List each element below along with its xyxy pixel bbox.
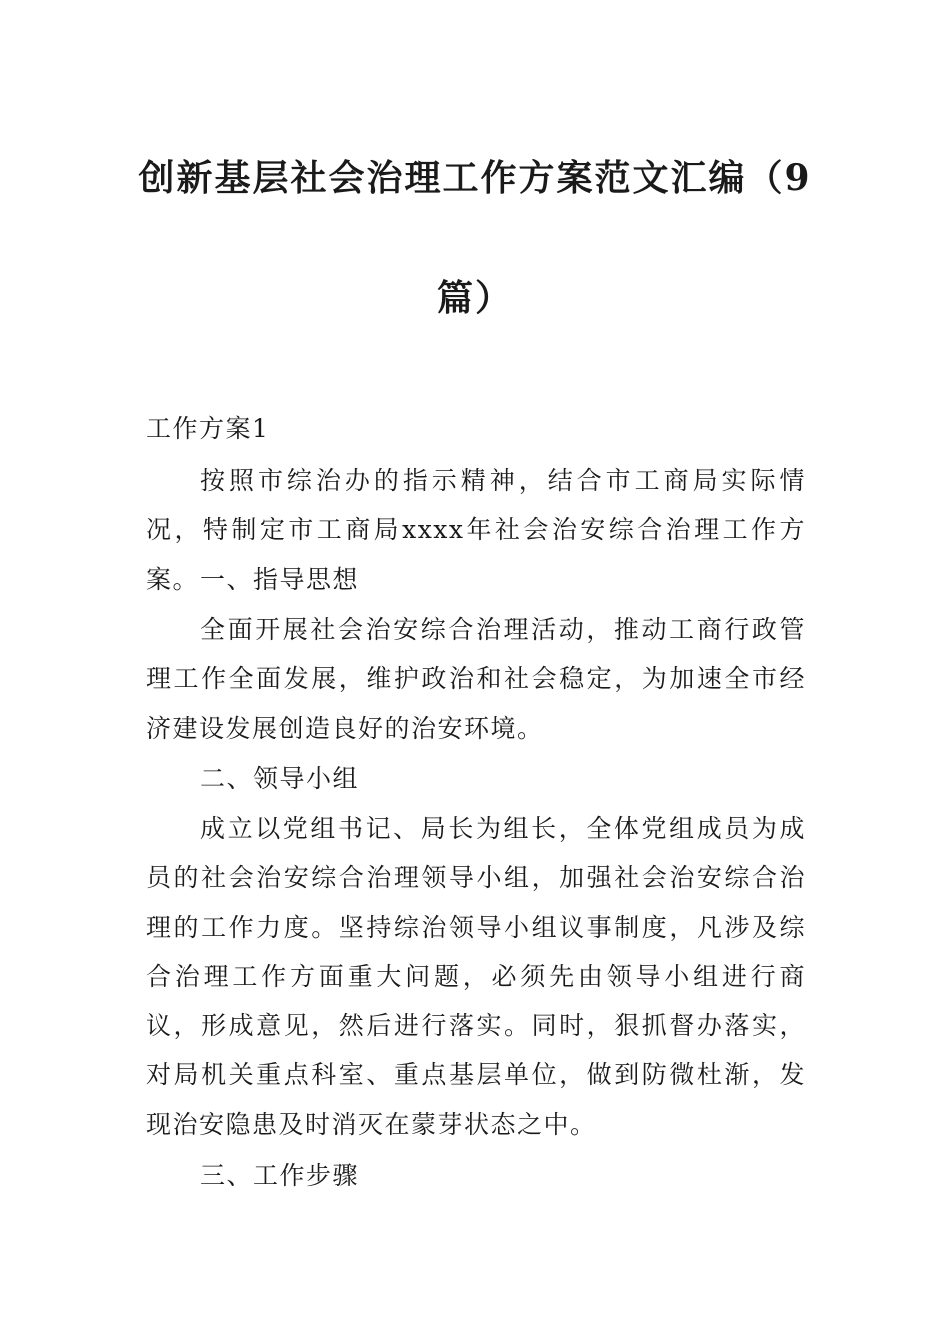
section-label: 工作方案1	[146, 414, 270, 443]
heading-guiding-ideology: 一、指导思想	[200, 565, 360, 594]
intro-paragraph: 按照市综治办的指示精神，结合市工商局实际情况，特制定市工商局xxxx年社会治安综合治理工作方案。	[146, 466, 806, 594]
paragraph-leading-group: 成立以党组书记、局长为组长，全体党组成员为成员的社会治安综合治理领导小组，加强社会治安综合治理的工作力度。坚持综治领导小组议事制度，凡涉及综合治理工作方面重大问题，必须先由领导小组进行商议，形成意见，然后进行落实。同时，狠抓督办落实，对局机关重点科室、重点基层单位，做到防微杜渐，发现治安隐患及时消灭在蒙芽状态之中。	[146, 814, 806, 1139]
paragraph-guiding-ideology: 全面开展社会治安综合治理活动，推动工商行政管理工作全面发展，维护政治和社会稳定，为加速全市经济建设发展创造良好的治安环境。	[146, 615, 806, 743]
document-title-line-1: 创新基层社会治理工作方案范文汇编（9	[138, 157, 812, 199]
document-title-line-2: 篇）	[436, 277, 513, 319]
heading-leading-group: 二、领导小组	[200, 764, 360, 793]
heading-work-steps: 三、工作步骤	[200, 1161, 360, 1190]
